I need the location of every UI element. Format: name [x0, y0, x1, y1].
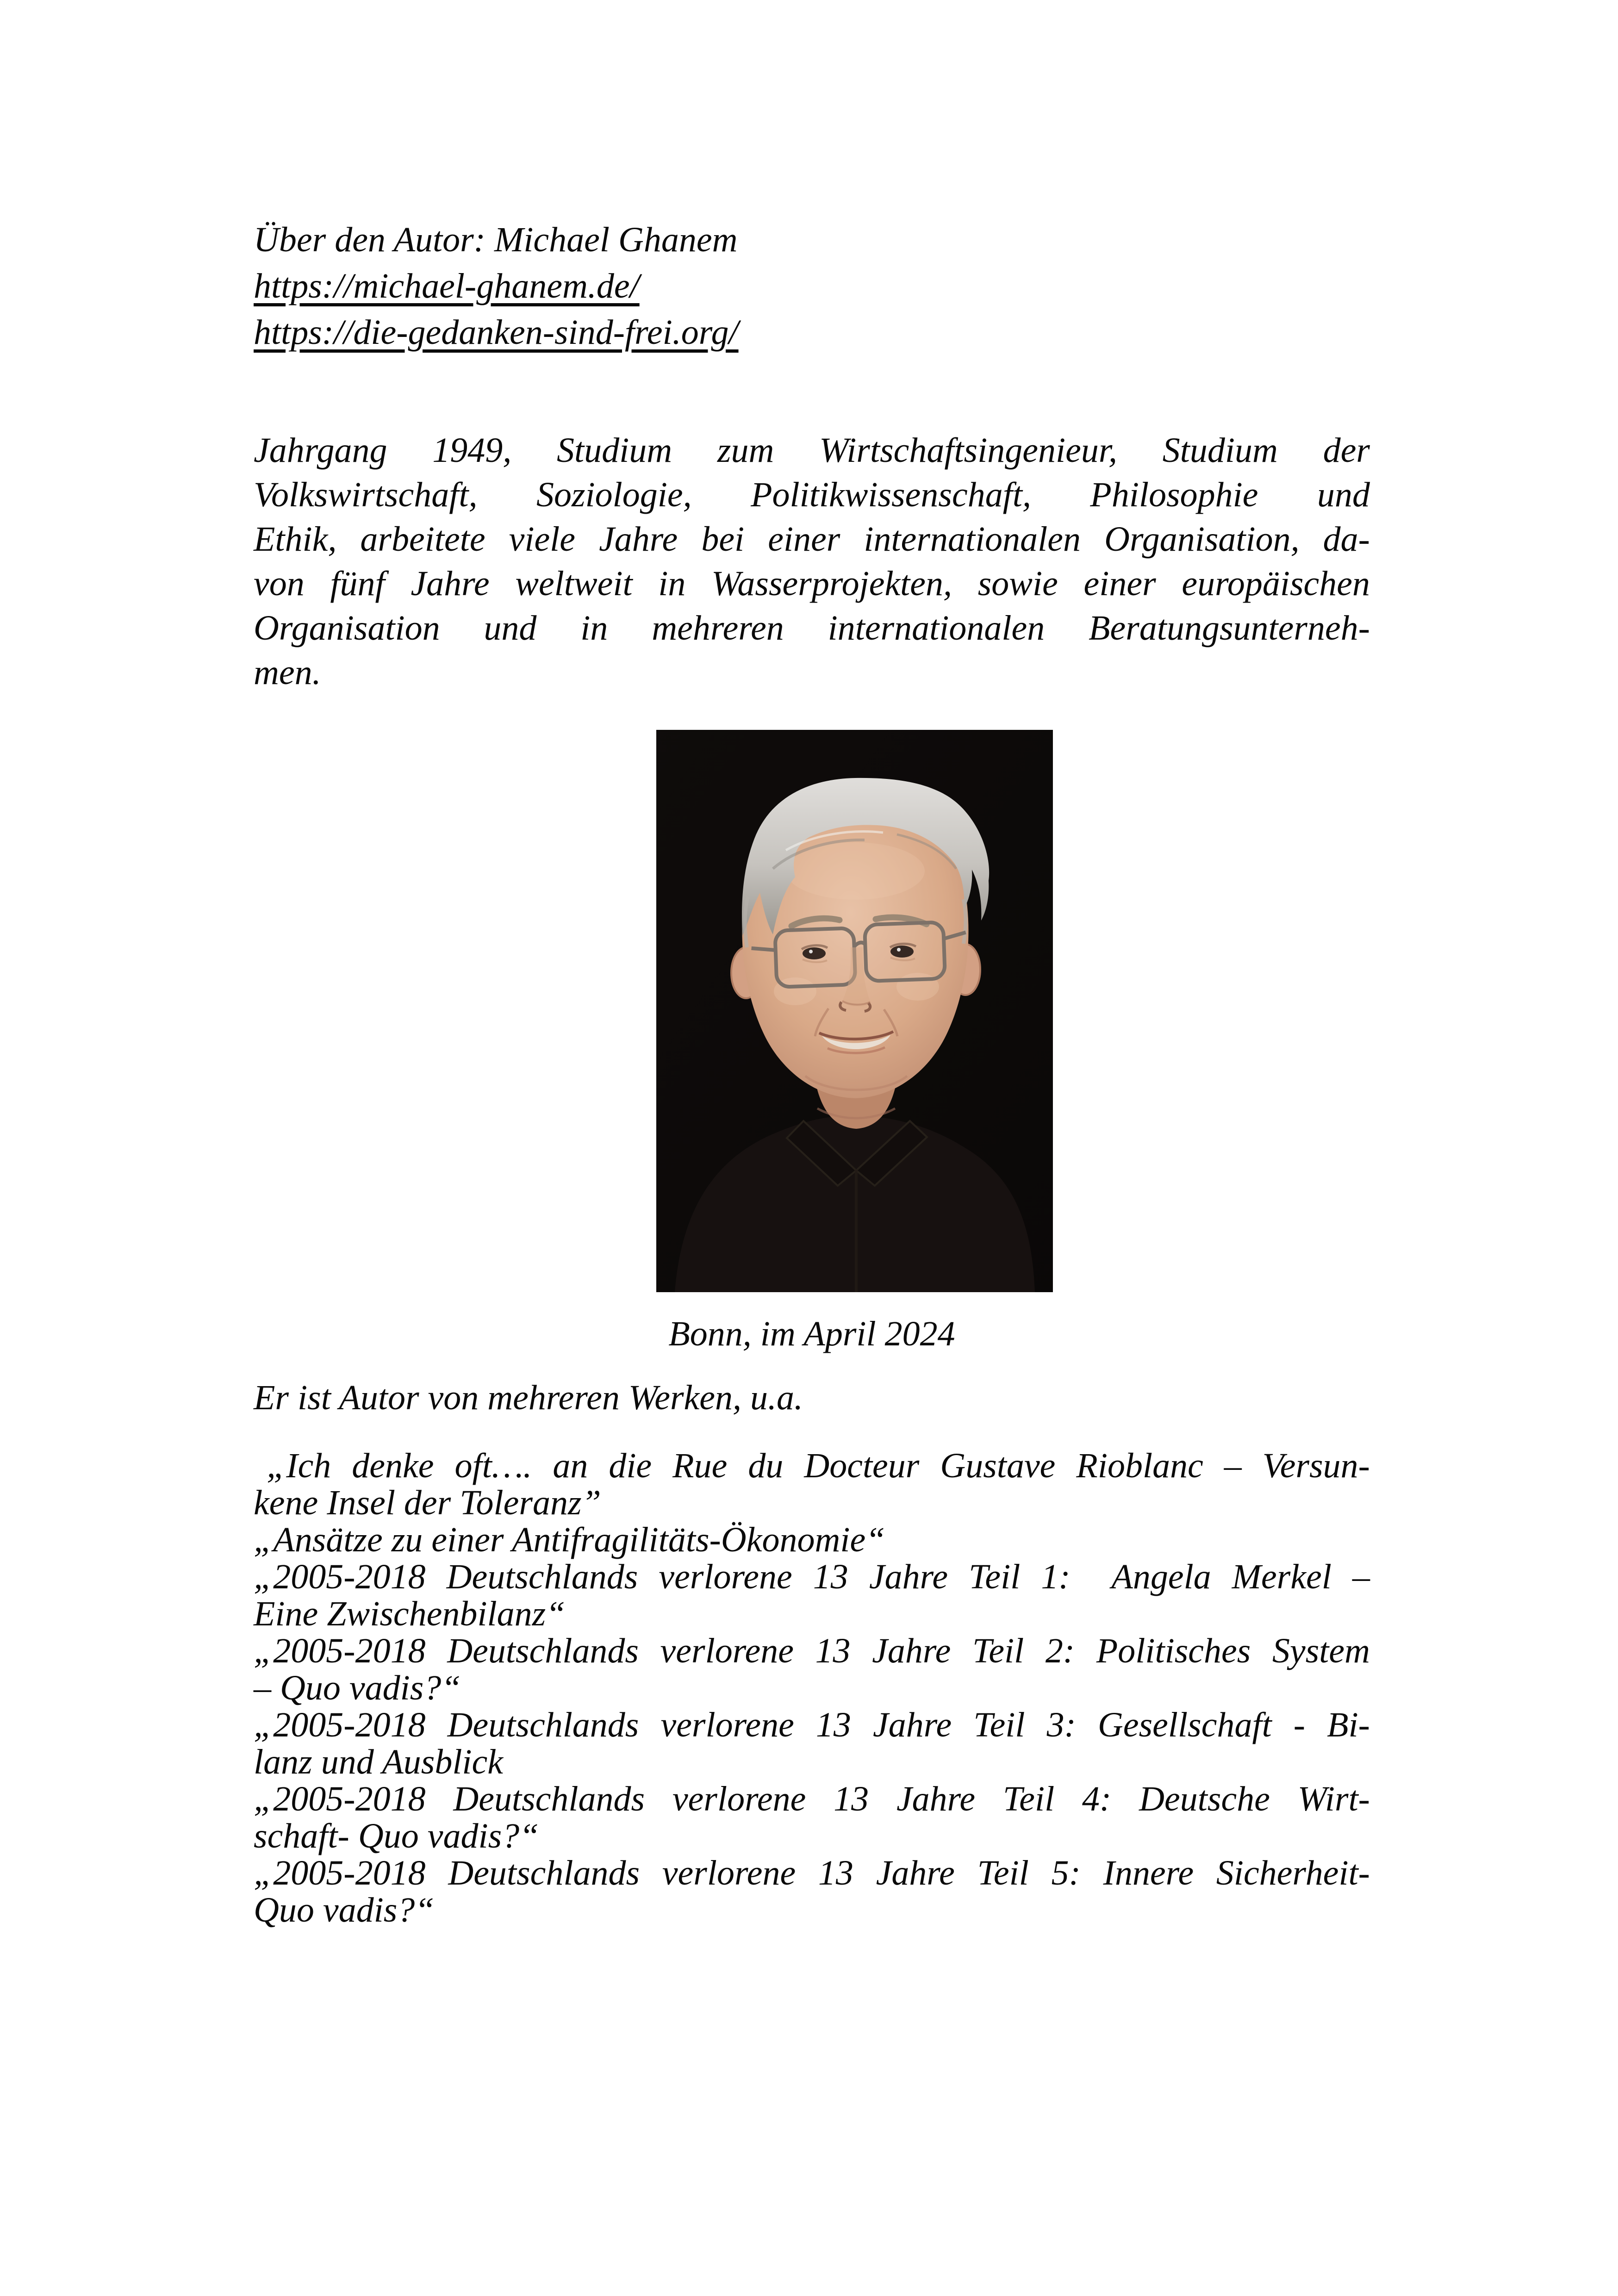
biography-text-line: Ethik, arbeitete viele Jahre bei einer internationalen Organisation, da-: [254, 520, 1370, 559]
about-author-header: [254, 217, 1370, 355]
work-title-line: Quo vadis?“: [254, 1891, 435, 1929]
work-title-line: „2005-2018 Deutschlands verlorene 13 Jahre Teil 3: Gesellschaft - Bi-: [254, 1705, 1370, 1744]
author-links: [254, 263, 1370, 355]
photo-caption: Bonn, im April 2024: [668, 1314, 955, 1353]
biography-text-line: men.: [254, 653, 321, 692]
biography-text-line: Jahrgang 1949, Studium zum Wirtschaftsingenieur, Studium der: [254, 431, 1370, 470]
works-intro: Er ist Autor von mehreren Werken, u.a.: [254, 1378, 803, 1417]
link-line: [254, 309, 1370, 355]
page-title: Über den Autor: Michael Ghanem: [254, 220, 738, 259]
work-title-line: Eine Zwischenbilanz“: [254, 1594, 566, 1633]
work-title-line: – Quo vadis?“: [254, 1668, 461, 1707]
work-title-line: „Ich denke oft…. an die Rue du Docteur Gustave Rioblanc – Versun-: [267, 1446, 1370, 1485]
work-title-line: kene Insel der Toleranz”: [254, 1483, 601, 1522]
portrait-illustration: [656, 730, 1053, 1292]
biography-text-line: Volkswirtschaft, Soziologie, Politikwissenschaft, Philosophie und: [254, 475, 1370, 514]
work-title-line: schaft- Quo vadis?“: [254, 1817, 539, 1855]
link-line: [254, 263, 1370, 309]
work-title-line: „2005-2018 Deutschlands verlorene 13 Jahre Teil 4: Deutsche Wirt-: [254, 1780, 1370, 1818]
work-title-line: „2005-2018 Deutschlands verlorene 13 Jahre Teil 2: Politisches System: [254, 1631, 1370, 1670]
biography-text-line: von fünf Jahre weltweit in Wasserprojekten, sowie einer europäischen: [254, 564, 1370, 603]
author-website-link[interactable]: https://die-gedanken-sind-frei.org/: [254, 313, 739, 352]
biography-text-line: Organisation und in mehreren internationalen Beratungsunterneh-: [254, 609, 1370, 647]
work-title-line: „2005-2018 Deutschlands verlorene 13 Jahre Teil 1: Angela Merkel –: [254, 1557, 1370, 1596]
work-title-line: „2005-2018 Deutschlands verlorene 13 Jahre Teil 5: Innere Sicherheit-: [254, 1854, 1370, 1892]
work-title-line: lanz und Ausblick: [254, 1742, 504, 1781]
author-website-link[interactable]: https://michael-ghanem.de/: [254, 267, 640, 305]
author-photo: [656, 730, 1053, 1292]
work-title-line: „Ansätze zu einer Antifragilitäts-Ökonomie“: [254, 1520, 885, 1559]
biography-paragraph: [254, 428, 1370, 695]
works-list: [254, 1447, 1370, 1929]
